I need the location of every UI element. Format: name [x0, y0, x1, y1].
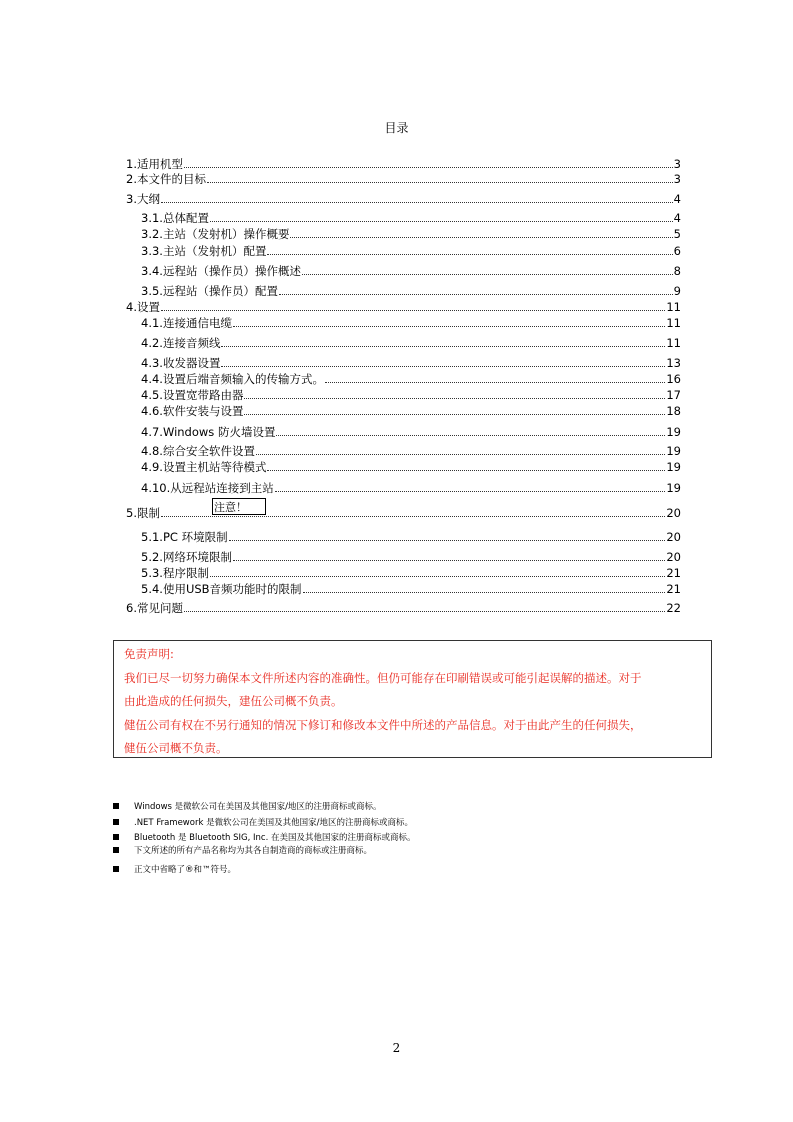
toc-entry-label: 设置 — [136, 300, 160, 314]
toc-entry-page: 4 — [673, 192, 681, 206]
toc-dot-leader — [161, 310, 665, 311]
disclaimer-line: 我们已尽一切努力确保本文件所述内容的准确性。但仍可能存在印刷错误或可能引起误解的描述。对于 — [124, 670, 642, 685]
toc-entry-number: 3.2. — [141, 227, 163, 241]
toc-dot-leader — [290, 237, 672, 238]
toc-entry[interactable] — [126, 157, 681, 171]
toc-entry-number: 3.5. — [141, 284, 163, 298]
toc-dot-leader — [256, 454, 665, 455]
toc-entry-number: 5.3. — [141, 566, 163, 580]
toc-entry-label: 主站（发射机）配置 — [162, 244, 267, 258]
toc-entry-label: 远程站（操作员）操作概述 — [162, 264, 301, 278]
trademark-item — [113, 831, 416, 843]
toc-entry[interactable] — [141, 211, 681, 225]
toc-dot-leader — [267, 470, 665, 471]
toc-entry-number: 2. — [126, 172, 137, 186]
toc-entry-page: 22 — [666, 601, 681, 615]
toc-entry-page: 19 — [666, 460, 681, 474]
disclaimer-heading: 免责声明: — [124, 647, 174, 661]
toc-entry-label: 连接通信电缆 — [162, 316, 232, 330]
toc-entry-label: 主站（发射机）操作概要 — [162, 227, 290, 241]
toc-dot-leader — [221, 366, 665, 367]
square-bullet-icon — [113, 819, 119, 825]
toc-entry[interactable] — [126, 300, 681, 314]
toc-dot-leader — [233, 326, 665, 327]
toc-entry[interactable] — [141, 244, 681, 258]
square-bullet-icon — [113, 847, 119, 853]
trademark-text: Windows 是微软公司在美国及其他国家/地区的注册商标或商标。 — [134, 802, 382, 812]
toc-entry-page: 21 — [666, 582, 681, 596]
toc-entry[interactable] — [141, 566, 681, 580]
trademark-item — [113, 816, 413, 828]
toc-entry-page: 11 — [666, 336, 681, 350]
square-bullet-icon — [113, 803, 119, 809]
toc-entry-label: 使用USB音频功能时的限制 — [162, 582, 302, 596]
toc-entry-number: 4.7. — [141, 425, 163, 439]
toc-entry-label: 限制 — [136, 506, 160, 520]
toc-entry-label: 常见问题 — [136, 601, 183, 615]
toc-dot-leader — [229, 540, 666, 541]
toc-entry-number: 5.4. — [141, 582, 163, 596]
toc-entry-label: 总体配置 — [162, 211, 209, 225]
toc-entry-page: 20 — [666, 530, 681, 544]
toc-entry-label: 大纲 — [136, 192, 160, 206]
toc-entry-label: 设置主机站等待模式 — [162, 460, 267, 474]
toc-entry-label: 综合安全软件设置 — [162, 444, 255, 458]
toc-entry-page: 20 — [666, 506, 681, 520]
toc-dot-leader — [184, 167, 673, 168]
toc-entry-label: 适用机型 — [136, 157, 183, 171]
toc-entry-label: Windows 防火墙设置 — [162, 425, 276, 439]
toc-dot-leader — [210, 221, 673, 222]
page-number: 2 — [392, 1041, 401, 1055]
trademark-item — [113, 844, 372, 856]
toc-entry-label: 连接音频线 — [162, 336, 221, 350]
toc-entry-number: 4.9. — [141, 460, 163, 474]
toc-entry[interactable] — [141, 550, 681, 564]
toc-dot-leader — [244, 414, 665, 415]
toc-entry-label: 收发器设置 — [162, 356, 221, 370]
toc-dot-leader — [267, 254, 672, 255]
toc-entry[interactable] — [126, 192, 681, 206]
square-bullet-icon — [113, 834, 119, 840]
toc-entry-number: 4.10. — [141, 481, 171, 495]
toc-entry-number: 4.8. — [141, 444, 163, 458]
toc-entry-number: 5.2. — [141, 550, 163, 564]
disclaimer-line: 由此造成的任何损失，建伍公司概不负责。 — [124, 694, 343, 708]
toc-entry-page: 19 — [666, 425, 681, 439]
toc-entry-label: 本文件的目标 — [136, 172, 206, 186]
toc-entry-number: 3.1. — [141, 211, 163, 225]
toc-entry-page: 19 — [666, 444, 681, 458]
toc-dot-leader — [279, 294, 673, 295]
toc-entry[interactable] — [141, 388, 681, 402]
toc-dot-leader — [233, 560, 665, 561]
toc-dot-leader — [325, 382, 665, 383]
toc-entry-page: 20 — [666, 550, 681, 564]
toc-entry-page: 8 — [673, 264, 681, 278]
toc-dot-leader — [221, 346, 665, 347]
toc-entry-number: 3. — [126, 192, 137, 206]
toc-entry-number: 4.2. — [141, 336, 163, 350]
trademark-text: .NET Framework 是微软公司在美国及其他国家/地区的注册商标或商标。 — [134, 818, 413, 828]
toc-entry[interactable] — [141, 404, 681, 418]
toc-entry[interactable] — [141, 460, 681, 474]
toc-entry-page: 16 — [666, 372, 681, 386]
toc-entry-page: 3 — [673, 157, 681, 171]
toc-entry[interactable] — [141, 316, 681, 330]
toc-entry-page: 21 — [666, 566, 681, 580]
toc-entry[interactable] — [141, 481, 681, 495]
disclaimer-line: 健伍公司概不负责。 — [124, 741, 228, 755]
toc-entry[interactable] — [126, 506, 681, 520]
toc-dot-leader — [302, 274, 673, 275]
toc-entry-page: 19 — [666, 481, 681, 495]
toc-entry-page: 6 — [673, 244, 681, 258]
toc-entry-page: 18 — [666, 404, 681, 418]
toc-entry[interactable] — [141, 356, 681, 370]
toc-entry[interactable] — [141, 336, 681, 350]
toc-entry-label: 设置宽带路由器 — [162, 388, 244, 402]
toc-entry-number: 4.5. — [141, 388, 163, 402]
toc-entry[interactable] — [141, 284, 681, 298]
toc-entry-number: 3.4. — [141, 264, 163, 278]
toc-dot-leader — [210, 576, 665, 577]
toc-dot-leader — [276, 435, 665, 436]
toc-entry-label: 从远程站连接到主站 — [170, 481, 274, 495]
toc-entry[interactable] — [141, 444, 681, 458]
toc-entry-label: 软件安装与设置 — [162, 404, 244, 418]
toc-entry-label: 远程站（操作员）配置 — [162, 284, 278, 298]
disclaimer-line: 健伍公司有权在不另行通知的情况下修订和修改本文件中所述的产品信息。对于由此产生的任何损失， — [124, 717, 642, 732]
toc-entry-number: 5.1. — [141, 530, 163, 544]
toc-entry-label: PC 环境限制 — [162, 530, 228, 544]
toc-entry-page: 17 — [666, 388, 681, 402]
toc-entry[interactable] — [141, 530, 681, 544]
toc-entry-page: 4 — [673, 211, 681, 225]
toc-dot-leader — [303, 592, 666, 593]
toc-entry-number: 4.6. — [141, 404, 163, 418]
square-bullet-icon — [113, 866, 119, 872]
toc-entry-number: 4.1. — [141, 316, 163, 330]
toc-entry-number: 6. — [126, 601, 137, 615]
toc-dot-leader — [275, 491, 666, 492]
toc-entry-number: 4.3. — [141, 356, 163, 370]
toc-dot-leader — [161, 202, 673, 203]
trademark-text: Bluetooth 是 Bluetooth SIG, Inc. 在美国及其他国家的注册商标或商标。 — [134, 833, 416, 843]
toc-entry-number: 4.4. — [141, 372, 163, 386]
toc-entry[interactable] — [141, 425, 681, 439]
toc-entry-label: 设置后端音频输入的传输方式。 — [162, 372, 324, 386]
toc-dot-leader — [207, 182, 673, 183]
toc-entry-number: 1. — [126, 157, 137, 171]
toc-entry-number: 5. — [126, 506, 137, 520]
trademark-item — [113, 863, 236, 875]
toc-entry-number: 4. — [126, 300, 137, 314]
trademark-item — [113, 800, 382, 812]
toc-entry-label: 网络环境限制 — [162, 550, 232, 564]
toc-entry[interactable] — [126, 601, 681, 615]
toc-entry[interactable] — [141, 227, 681, 241]
toc-dot-leader — [244, 398, 665, 399]
toc-entry-page: 5 — [673, 227, 681, 241]
toc-entry[interactable] — [126, 172, 681, 186]
note-box: 注意！ — [212, 498, 266, 515]
toc-entry-page: 13 — [666, 356, 681, 370]
toc-title: 目录 — [384, 121, 409, 135]
toc-dot-leader — [184, 611, 665, 612]
toc-entry-page: 3 — [673, 172, 681, 186]
toc-entry-page: 11 — [666, 316, 681, 330]
disclaimer-box — [113, 640, 712, 758]
toc-entry-label: 程序限制 — [162, 566, 209, 580]
trademark-text: 下文所述的所有产品名称均为其各自制造商的商标或注册商标。 — [134, 846, 373, 856]
toc-dot-leader — [161, 516, 665, 517]
toc-entry-number: 3.3. — [141, 244, 163, 258]
toc-entry[interactable] — [141, 372, 681, 386]
toc-entry-page: 9 — [673, 284, 681, 298]
toc-entry[interactable] — [141, 264, 681, 278]
toc-entry[interactable] — [141, 582, 681, 596]
trademark-text: 正文中省略了®和™符号。 — [134, 865, 237, 875]
toc-entry-page: 11 — [666, 300, 681, 314]
